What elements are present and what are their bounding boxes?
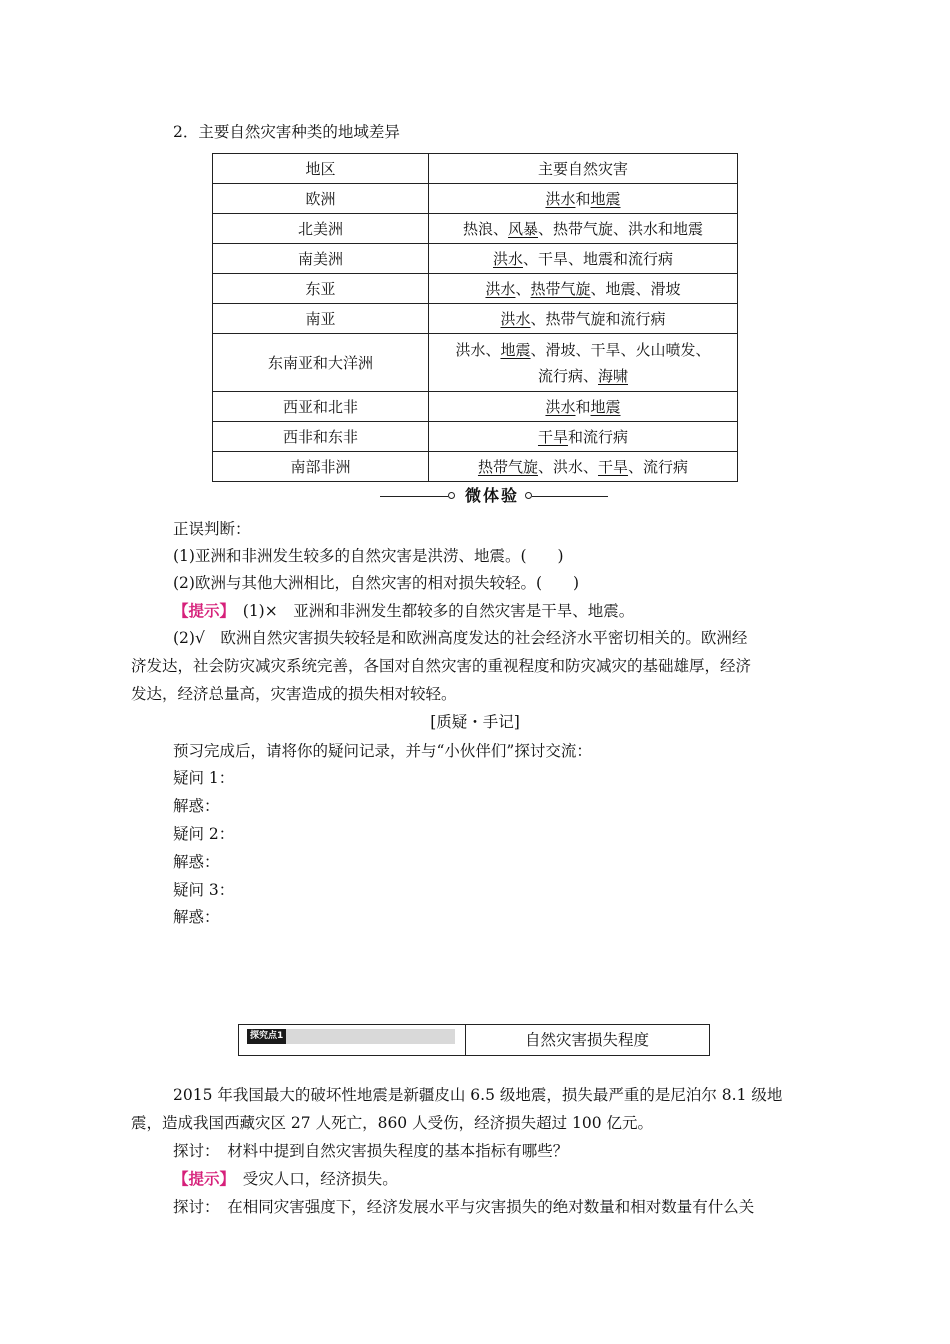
- disaster-text: 洪水、: [455, 340, 501, 359]
- underlined-disaster: 洪水: [500, 309, 531, 328]
- underlined-disaster: 地震: [500, 340, 531, 359]
- table-row: [213, 422, 738, 452]
- region-cell: 北美洲: [213, 214, 429, 244]
- discussion-answer-1: [173, 1168, 398, 1190]
- underlined-disaster: 海啸: [598, 366, 629, 385]
- disasters-cell: [429, 392, 738, 422]
- underlined-disaster: 洪水: [545, 189, 576, 208]
- notes-heading: [质疑・手记]: [430, 713, 520, 731]
- divider-dot-left: [448, 492, 455, 499]
- table-row: [213, 274, 738, 304]
- disaster-text: 、洪水、: [537, 457, 598, 476]
- underlined-disaster: 洪水: [492, 249, 523, 268]
- judgement-answer-2-line-3: 发达，经济总量高，灾害造成的损失相对较轻。: [131, 685, 457, 703]
- explore-tag-bar: [247, 1029, 455, 1044]
- notes-resolve-2: 解惑：: [173, 853, 220, 871]
- underlined-disaster: 热带气旋: [530, 279, 591, 298]
- table-row: [213, 184, 738, 214]
- disaster-text: 和流行病: [568, 427, 629, 446]
- judgement-answer-1: [173, 600, 634, 622]
- underlined-disaster: 干旱: [537, 427, 568, 446]
- disasters-cell: [429, 214, 738, 244]
- divider-dot-right: [525, 492, 532, 499]
- region-cell: 南美洲: [213, 244, 429, 274]
- disaster-text: 、滑坡、干旱、火山喷发、: [530, 340, 711, 359]
- disaster-text: 、地震、滑坡: [590, 279, 681, 298]
- micro-experience-title: 微体验: [464, 486, 519, 505]
- hint-label: 【提示】: [173, 601, 228, 620]
- table-row: [213, 214, 738, 244]
- disaster-text: 流行病、: [537, 366, 598, 385]
- material-line-2: 震，造成我国西藏灾区 27 人死亡，860 人受伤，经济损失超过 100 亿元。: [131, 1114, 654, 1132]
- section-heading: 2．主要自然灾害种类的地域差异: [173, 123, 400, 141]
- disaster-text: 、热带气旋和流行病: [530, 309, 666, 328]
- judgement-question-1: (1)亚洲和非洲发生较多的自然灾害是洪涝、地震。( ): [173, 547, 564, 565]
- explore-tag-cell: [239, 1025, 466, 1055]
- table-row: [213, 304, 738, 334]
- judgement-answer-2-line-1: (2)√ 欧洲自然灾害损失较轻是和欧洲高度发达的社会经济水平密切相关的。欧洲经: [173, 629, 748, 647]
- header-disasters: 主要自然灾害: [429, 154, 738, 184]
- discussion-question-2: 探讨： 在相同灾害强度下，经济发展水平与灾害损失的绝对数量和相对数量有什么关: [173, 1198, 755, 1216]
- divider-rule-right: [532, 496, 608, 497]
- table-header-row: [213, 154, 738, 184]
- underlined-disaster: 洪水: [545, 397, 576, 416]
- underlined-disaster: 洪水: [485, 279, 516, 298]
- region-cell: 南亚: [213, 304, 429, 334]
- divider-rule-left: [380, 496, 448, 497]
- disaster-text: 、流行病: [628, 457, 689, 476]
- underlined-disaster: 热带气旋: [477, 457, 538, 476]
- region-cell: 欧洲: [213, 184, 429, 214]
- table-row: [213, 392, 738, 422]
- underlined-disaster: 地震: [590, 397, 621, 416]
- region-cell: 南部非洲: [213, 452, 429, 482]
- judgement-answer-2-line-2: 济发达，社会防灾减灾系统完善，各国对自然灾害的重视程度和防灾减灾的基础雄厚，经济: [131, 657, 752, 675]
- table-row: [213, 334, 738, 392]
- explore-point-box: [238, 1024, 710, 1056]
- underlined-disaster: 风暴: [507, 219, 538, 238]
- answer-1-text: (1)× 亚洲和非洲发生都较多的自然灾害是干旱、地震。: [227, 602, 635, 620]
- disaster-text: 热浪、: [462, 219, 508, 238]
- notes-resolve-1: 解惑：: [173, 797, 220, 815]
- disaster-text: 、: [515, 279, 531, 298]
- notes-resolve-3: 解惑：: [173, 908, 220, 926]
- notes-intro: 预习完成后，请将你的疑问记录，并与“小伙伴们”探讨交流：: [173, 742, 592, 760]
- disasters-cell: [429, 274, 738, 304]
- header-region: 地区: [213, 154, 429, 184]
- material-line-1: 2015 年我国最大的破坏性地震是新疆皮山 6.5 级地震，损失最严重的是尼泊尔 8.1 级地: [173, 1086, 783, 1104]
- underlined-disaster: 干旱: [598, 457, 629, 476]
- region-cell: 西非和东非: [213, 422, 429, 452]
- disasters-cell: [429, 452, 738, 482]
- notes-question-2: 疑问 2：: [173, 825, 235, 843]
- disasters-cell: [429, 304, 738, 334]
- disasters-cell: [429, 334, 738, 392]
- disasters-cell: [429, 184, 738, 214]
- underlined-disaster: 地震: [590, 189, 621, 208]
- region-cell: 东南亚和大洋洲: [213, 334, 429, 392]
- micro-experience-divider: [380, 484, 608, 508]
- notes-question-3: 疑问 3：: [173, 881, 235, 899]
- judgement-label: 正误判断：: [173, 520, 251, 538]
- notes-question-1: 疑问 1：: [173, 769, 235, 787]
- disasters-cell: [429, 422, 738, 452]
- disaster-text: 和: [575, 189, 591, 208]
- hint-label: 【提示】: [173, 1169, 228, 1188]
- answer-text: 受灾人口，经济损失。: [227, 1170, 398, 1188]
- disaster-region-table: [212, 153, 738, 482]
- explore-tag: 探究点1: [247, 1029, 286, 1044]
- table-row: [213, 452, 738, 482]
- disasters-cell: [429, 244, 738, 274]
- region-cell: 西亚和北非: [213, 392, 429, 422]
- disaster-text: 、干旱、地震和流行病: [523, 249, 674, 268]
- disaster-text: 和: [575, 397, 591, 416]
- disaster-text: 、热带气旋、洪水和地震: [538, 219, 704, 238]
- region-cell: 东亚: [213, 274, 429, 304]
- explore-title: 自然灾害损失程度: [524, 1031, 649, 1049]
- discussion-question-1: 探讨： 材料中提到自然灾害损失程度的基本指标有哪些？: [173, 1142, 569, 1160]
- table-row: [213, 244, 738, 274]
- judgement-question-2: (2)欧洲与其他大洲相比，自然灾害的相对损失较轻。( ): [173, 574, 580, 592]
